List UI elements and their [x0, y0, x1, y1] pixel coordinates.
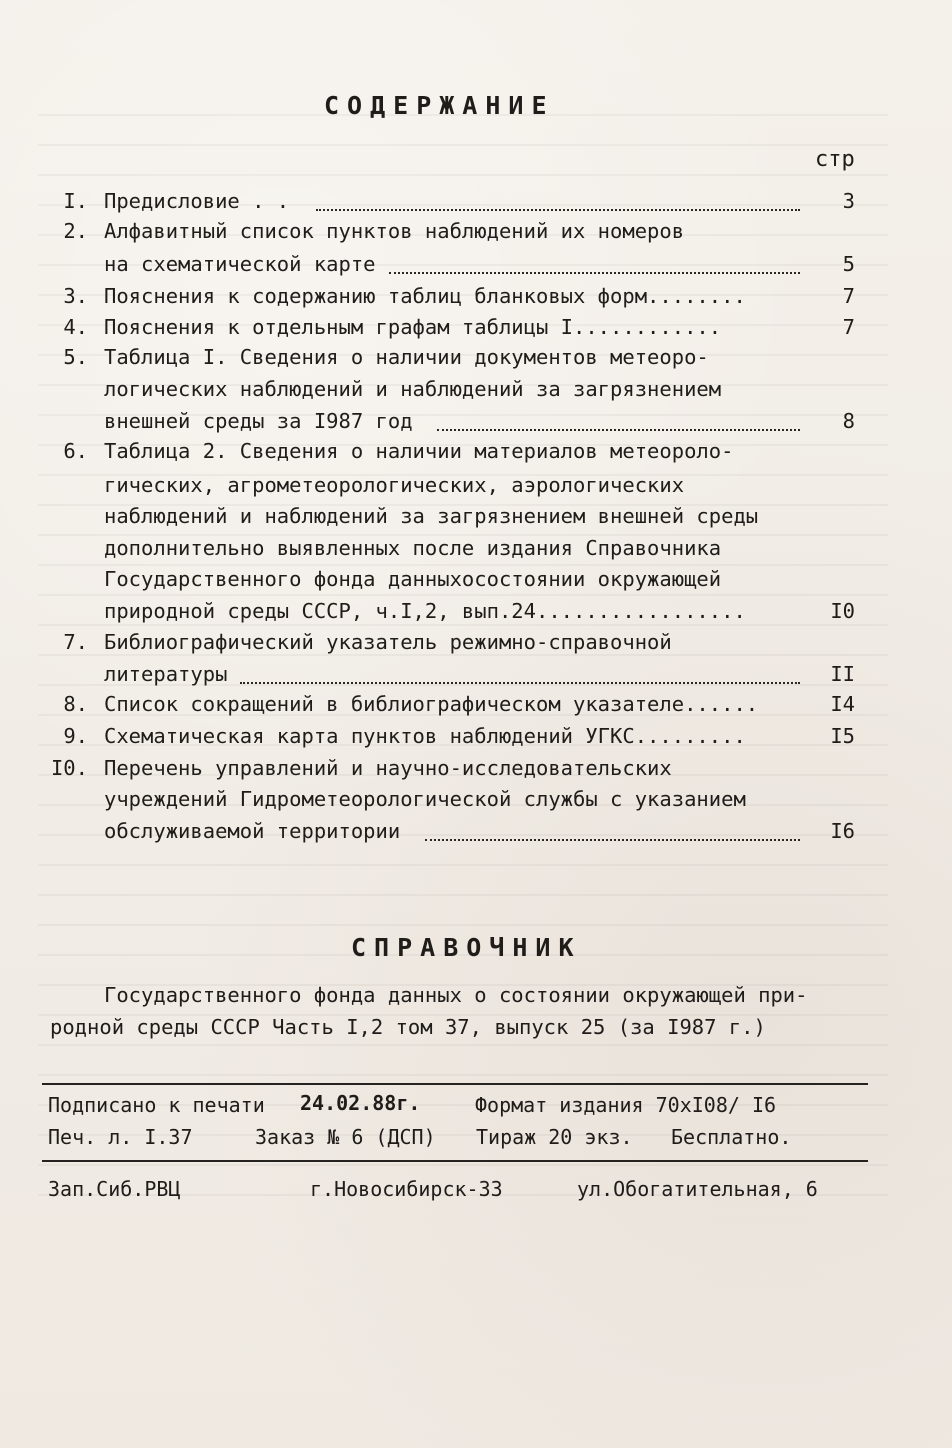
toc-item-text: Пояснения к содержанию таблиц бланковых форм........ [104, 284, 746, 308]
toc-dot-leader [437, 429, 800, 431]
toc-number: 8. [63, 692, 88, 716]
toc-item-text: гических, агрометеорологических, аэрологических [104, 473, 685, 497]
toc-number: I0. [50, 756, 88, 780]
toc-item-text: логических наблюдений и наблюдений за загрязнением [104, 377, 722, 401]
toc-page-number: 8 [842, 409, 855, 433]
toc-number: 7. [63, 630, 88, 654]
toc-number: 4. [63, 315, 88, 339]
toc-number: 5. [63, 345, 88, 369]
toc-dot-leader [425, 839, 800, 841]
toc-item-text: наблюдений и наблюдений за загрязнением внешней среды [104, 504, 759, 528]
toc-item-text: Таблица I. Сведения о наличии документов метеоро- [104, 345, 709, 369]
toc-page-number: 3 [842, 189, 855, 213]
toc-item-text: Пояснения к отдельным графам таблицы I............ [104, 315, 722, 339]
toc-page-number: I0 [830, 599, 855, 623]
toc-number: 2. [63, 219, 88, 243]
print-sheets: Печ. л. I.37 [48, 1125, 193, 1149]
toc-item-text: Схематическая карта пунктов наблюдений УГКС......... [104, 724, 746, 748]
toc-dot-leader [240, 682, 800, 684]
toc-page-number: II [830, 662, 855, 686]
print-run: Тираж 20 экз. [476, 1125, 633, 1149]
toc-page-number: I5 [830, 724, 855, 748]
toc-item-text: обслуживаемой территории [104, 819, 401, 843]
toc-item-text: литературы [104, 662, 228, 686]
reference-line-2: родной среды СССР Часть I,2 том 37, выпуск 25 (за I987 г.) [50, 1015, 766, 1039]
toc-item-text: внешней среды за I987 год [104, 409, 413, 433]
format-info: Формат издания 70хI08/ I6 [475, 1093, 777, 1117]
toc-item-text: Алфавитный список пунктов наблюдений их номеров [104, 219, 685, 243]
publisher-address: ул.Обогатительная, 6 [577, 1177, 818, 1201]
toc-page-number: I6 [830, 819, 855, 843]
toc-page-number: I4 [830, 692, 855, 716]
bottom-divider [42, 1160, 868, 1162]
toc-item-text: Государственного фонда данныхосостоянии окружающей [104, 567, 722, 591]
price-note: Бесплатно. [671, 1125, 792, 1149]
toc-dot-leader [316, 209, 800, 211]
top-divider [42, 1083, 868, 1085]
page-column-label: стр [815, 147, 855, 172]
publisher-city: г.Новосибирск-33 [310, 1177, 503, 1201]
toc-number: 9. [63, 724, 88, 748]
signed-label: Подписано к печати [48, 1093, 265, 1117]
toc-number: 3. [63, 284, 88, 308]
signed-date: 24.02.88г. [300, 1091, 421, 1115]
order-number: Заказ № 6 (ДСП) [255, 1125, 436, 1149]
toc-item-text: Библиографический указатель режимно-справочной [104, 630, 672, 654]
toc-item-text: на схематической карте [104, 252, 376, 276]
publisher-name: Зап.Сиб.РВЦ [48, 1177, 181, 1201]
toc-page-number: 5 [842, 252, 855, 276]
toc-number: I. [63, 189, 88, 213]
toc-item-text: дополнительно выявленных после издания Справочника [104, 536, 722, 560]
toc-page-number: 7 [842, 284, 855, 308]
reference-heading: СПРАВОЧНИК [351, 933, 582, 962]
toc-item-text: Список сокращений в библиографическом указателе...... [104, 692, 759, 716]
toc-item-text: природной среды СССР, ч.I,2, вып.24................. [104, 599, 746, 623]
toc-item-text: Перечень управлений и научно-исследовательских [104, 756, 672, 780]
toc-dot-leader [389, 272, 800, 274]
toc-number: 6. [63, 439, 88, 463]
reference-line-1: Государственного фонда данных о состоянии окружающей при- [104, 983, 808, 1007]
toc-item-text: Предисловие . . [104, 189, 290, 213]
toc-item-text: учреждений Гидрометеорологической службы с указанием [104, 787, 746, 811]
contents-heading: СОДЕРЖАНИЕ [324, 91, 555, 120]
toc-item-text: Таблица 2. Сведения о наличии материалов метеороло- [104, 439, 734, 463]
toc-page-number: 7 [842, 315, 855, 339]
